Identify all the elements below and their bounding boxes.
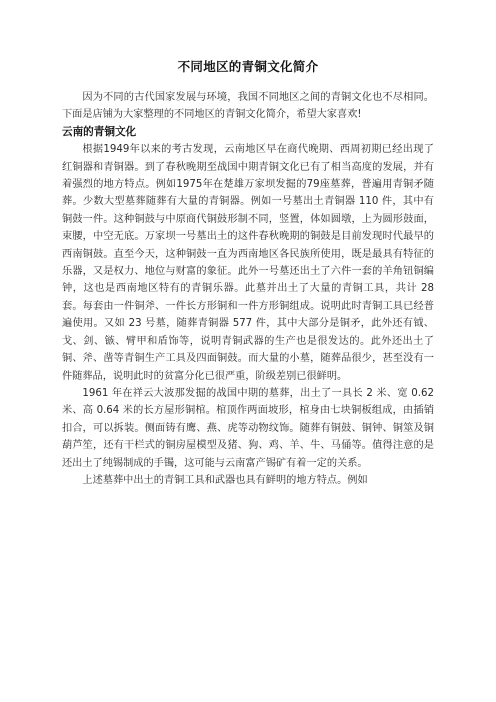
section-heading: 云南的青铜文化 — [62, 125, 137, 138]
body-paragraph-3: 上述墓葬中出土的青铜工具和武器也具有鲜明的地方特点。例如 — [82, 474, 368, 486]
body-paragraph-2: 1961 年在祥云大波那发掘的战国中期的墓葬，出土了一具长 2 米、宽 0.62 米、高 0.64 米的长方屋形铜棺。棺顶作两面坡形，棺身由七块铜板组成，由插销扣合，可以拆装。侧面铸有鹰、燕、虎等动物纹饰。随葬有铜鼓、铜钟、铜筮及铜葫芦笙，还有干栏式的铜房屋模型及猪、狗、鸡、羊、牛、马俑等。值得注意的是还出土了纯锡制成的手镯，这可能与云南富产锡矿有着一定的关系。 — [62, 387, 434, 469]
body-paragraph-1: 根据1949年以来的考古发现，云南地区早在商代晚期、西周初期已经出现了红铜器和青铜器。到了春秋晚期至战国中期青铜文化已有了相当高度的发展，并有着强烈的地方特点。例如1975年在楚雄万家坝发掘的79座墓葬，普遍用青铜矛随葬。少数大型墓葬随葬有大量的青铜器。例如一号墓出土青铜器 110 件，其中有铜鼓一件。这种铜鼓与中原商代铜鼓形制不同，竖置，体如圆墩，上为圆形鼓面，束腰，中空无底。万家坝一号墓出土的这件春秋晚期的铜鼓是目前发现时代最早的西南铜鼓。直至今天，这种铜鼓一直为西南地区各民族所使用，既是最具有特征的乐器，又是权力、地位与财富的象征。此外一号墓还出土了六件一套的羊角钮铜编钟，这也是西南地区特有的青铜乐器。此墓并出土了大量的青铜工具，共计 28 套。每套由一件铜斧、一件长方形铜和一件方形铜组成。说明此时青铜工具已经普遍使用。又如 23 号墓，随葬青铜器 577 件，其中大部分是铜矛，此外还有钺、戈、剑、镞、臂甲和盾饰等，说明青铜武器的生产也是很发达的。此外还出土了铜、斧、凿等青铜生产工具及四面铜鼓。而大量的小墓，随葬品很少，甚至没有一件随葬品，说明此时的贫富分化已很严重，阶级差别已很鲜明。 — [62, 144, 434, 382]
document-title: 不同地区的青铜文化简介 — [177, 59, 319, 74]
intro-paragraph: 因为不同的古代国家发展与环境，我国不同地区之间的青铜文化也不尽相同。下面是店铺为大家整理的不同地区的青铜文化简介，希望大家喜欢! — [62, 92, 434, 121]
